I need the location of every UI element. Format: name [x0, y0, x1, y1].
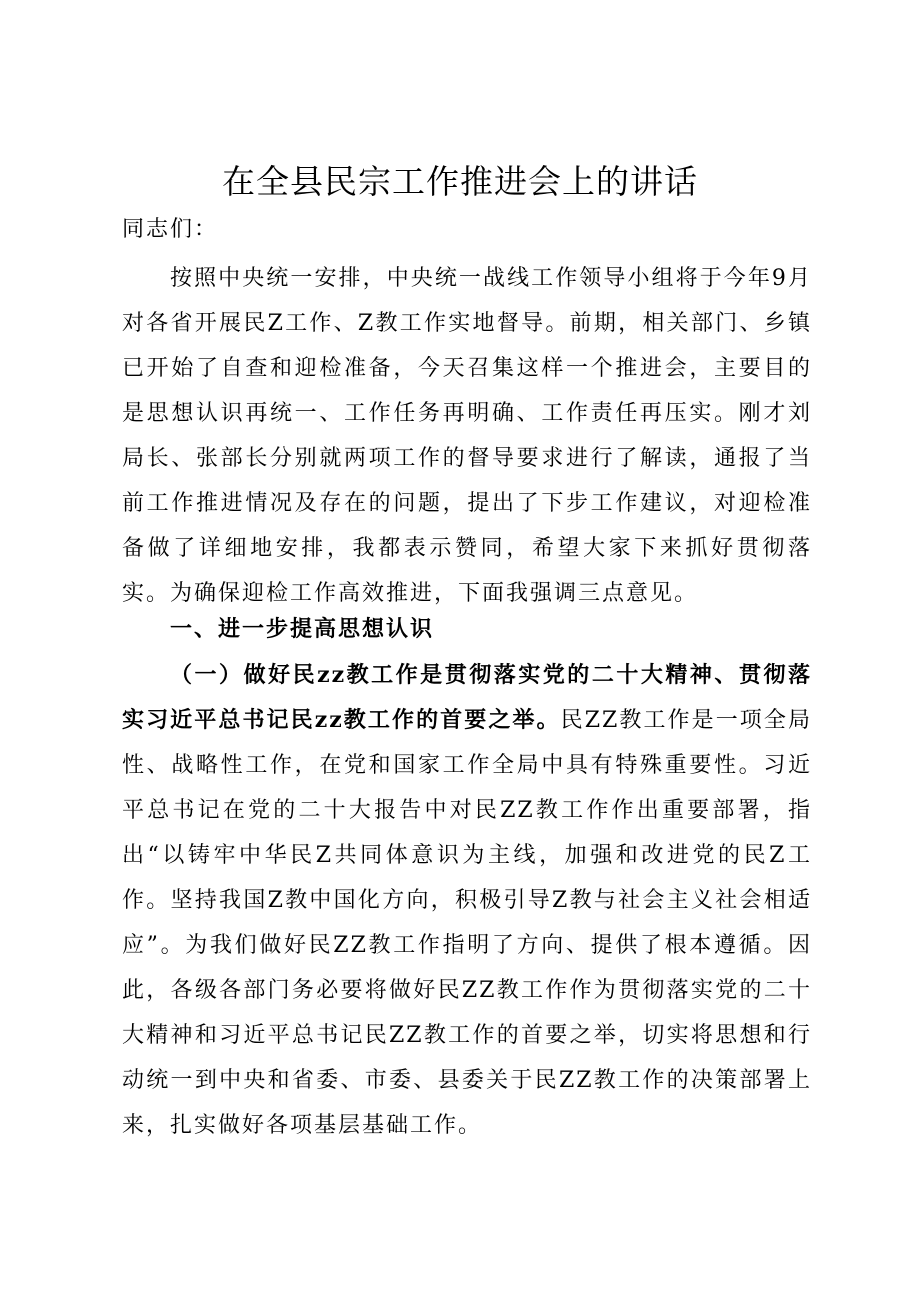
salutation: 同志们：: [122, 217, 219, 242]
subsection-1-body: 民ZZ教工作是一项全局性、战略性工作，在党和国家工作全局中具有特殊重要性。习近平总书记在党的二十大报告中对民ZZ教工作作出重要部署，指出“以铸牢中华民Z共同体意识为主线，加强和改进党的民Z工作。坚持我国Z教中国化方向，积极引导Z教与社会主义社会相适应”。为我们做好民ZZ教工作指明了方向、提供了根本遵循。因此，各级各部门务必要将做好民ZZ教工作作为贯彻落实党的二十大精神和习近平总书记民ZZ教工作的首要之举，切实将思想和行动统一到中央和省委、市委、县委关于民ZZ教工作的决策部署上来，扎实做好各项基层基础工作。: [122, 708, 812, 1138]
intro-paragraph: 按照中央统一安排，中央统一战线工作领导小组将于今年9月对各省开展民Z工作、Z教工作实地督导。前期，相关部门、乡镇已开始了自查和迎检准备，今天召集这样一个推进会，主要目的是思想认识再统一、工作任务再明确、工作责任再压实。刚才刘局长、张部长分别就两项工作的督导要求进行了解读，通报了当前工作推进情况及存在的问题，提出了下步工作建议，对迎检准备做了详细地安排，我都表示赞同，希望大家下来抓好贯彻落实。为确保迎检工作高效推进，下面我强调三点意见。: [122, 266, 812, 606]
document-title: 在全县民宗工作推进会上的讲话: [222, 162, 698, 201]
subsection-1-paragraph: [122, 653, 812, 1148]
subsection-1-lead: （一）做好民zz教工作是贯彻落实党的二十大精神、贯彻落实习近平总书记民zz教工作的首要之举。: [122, 662, 812, 733]
section-heading-1: 一、进一步提高思想认识: [170, 617, 435, 642]
